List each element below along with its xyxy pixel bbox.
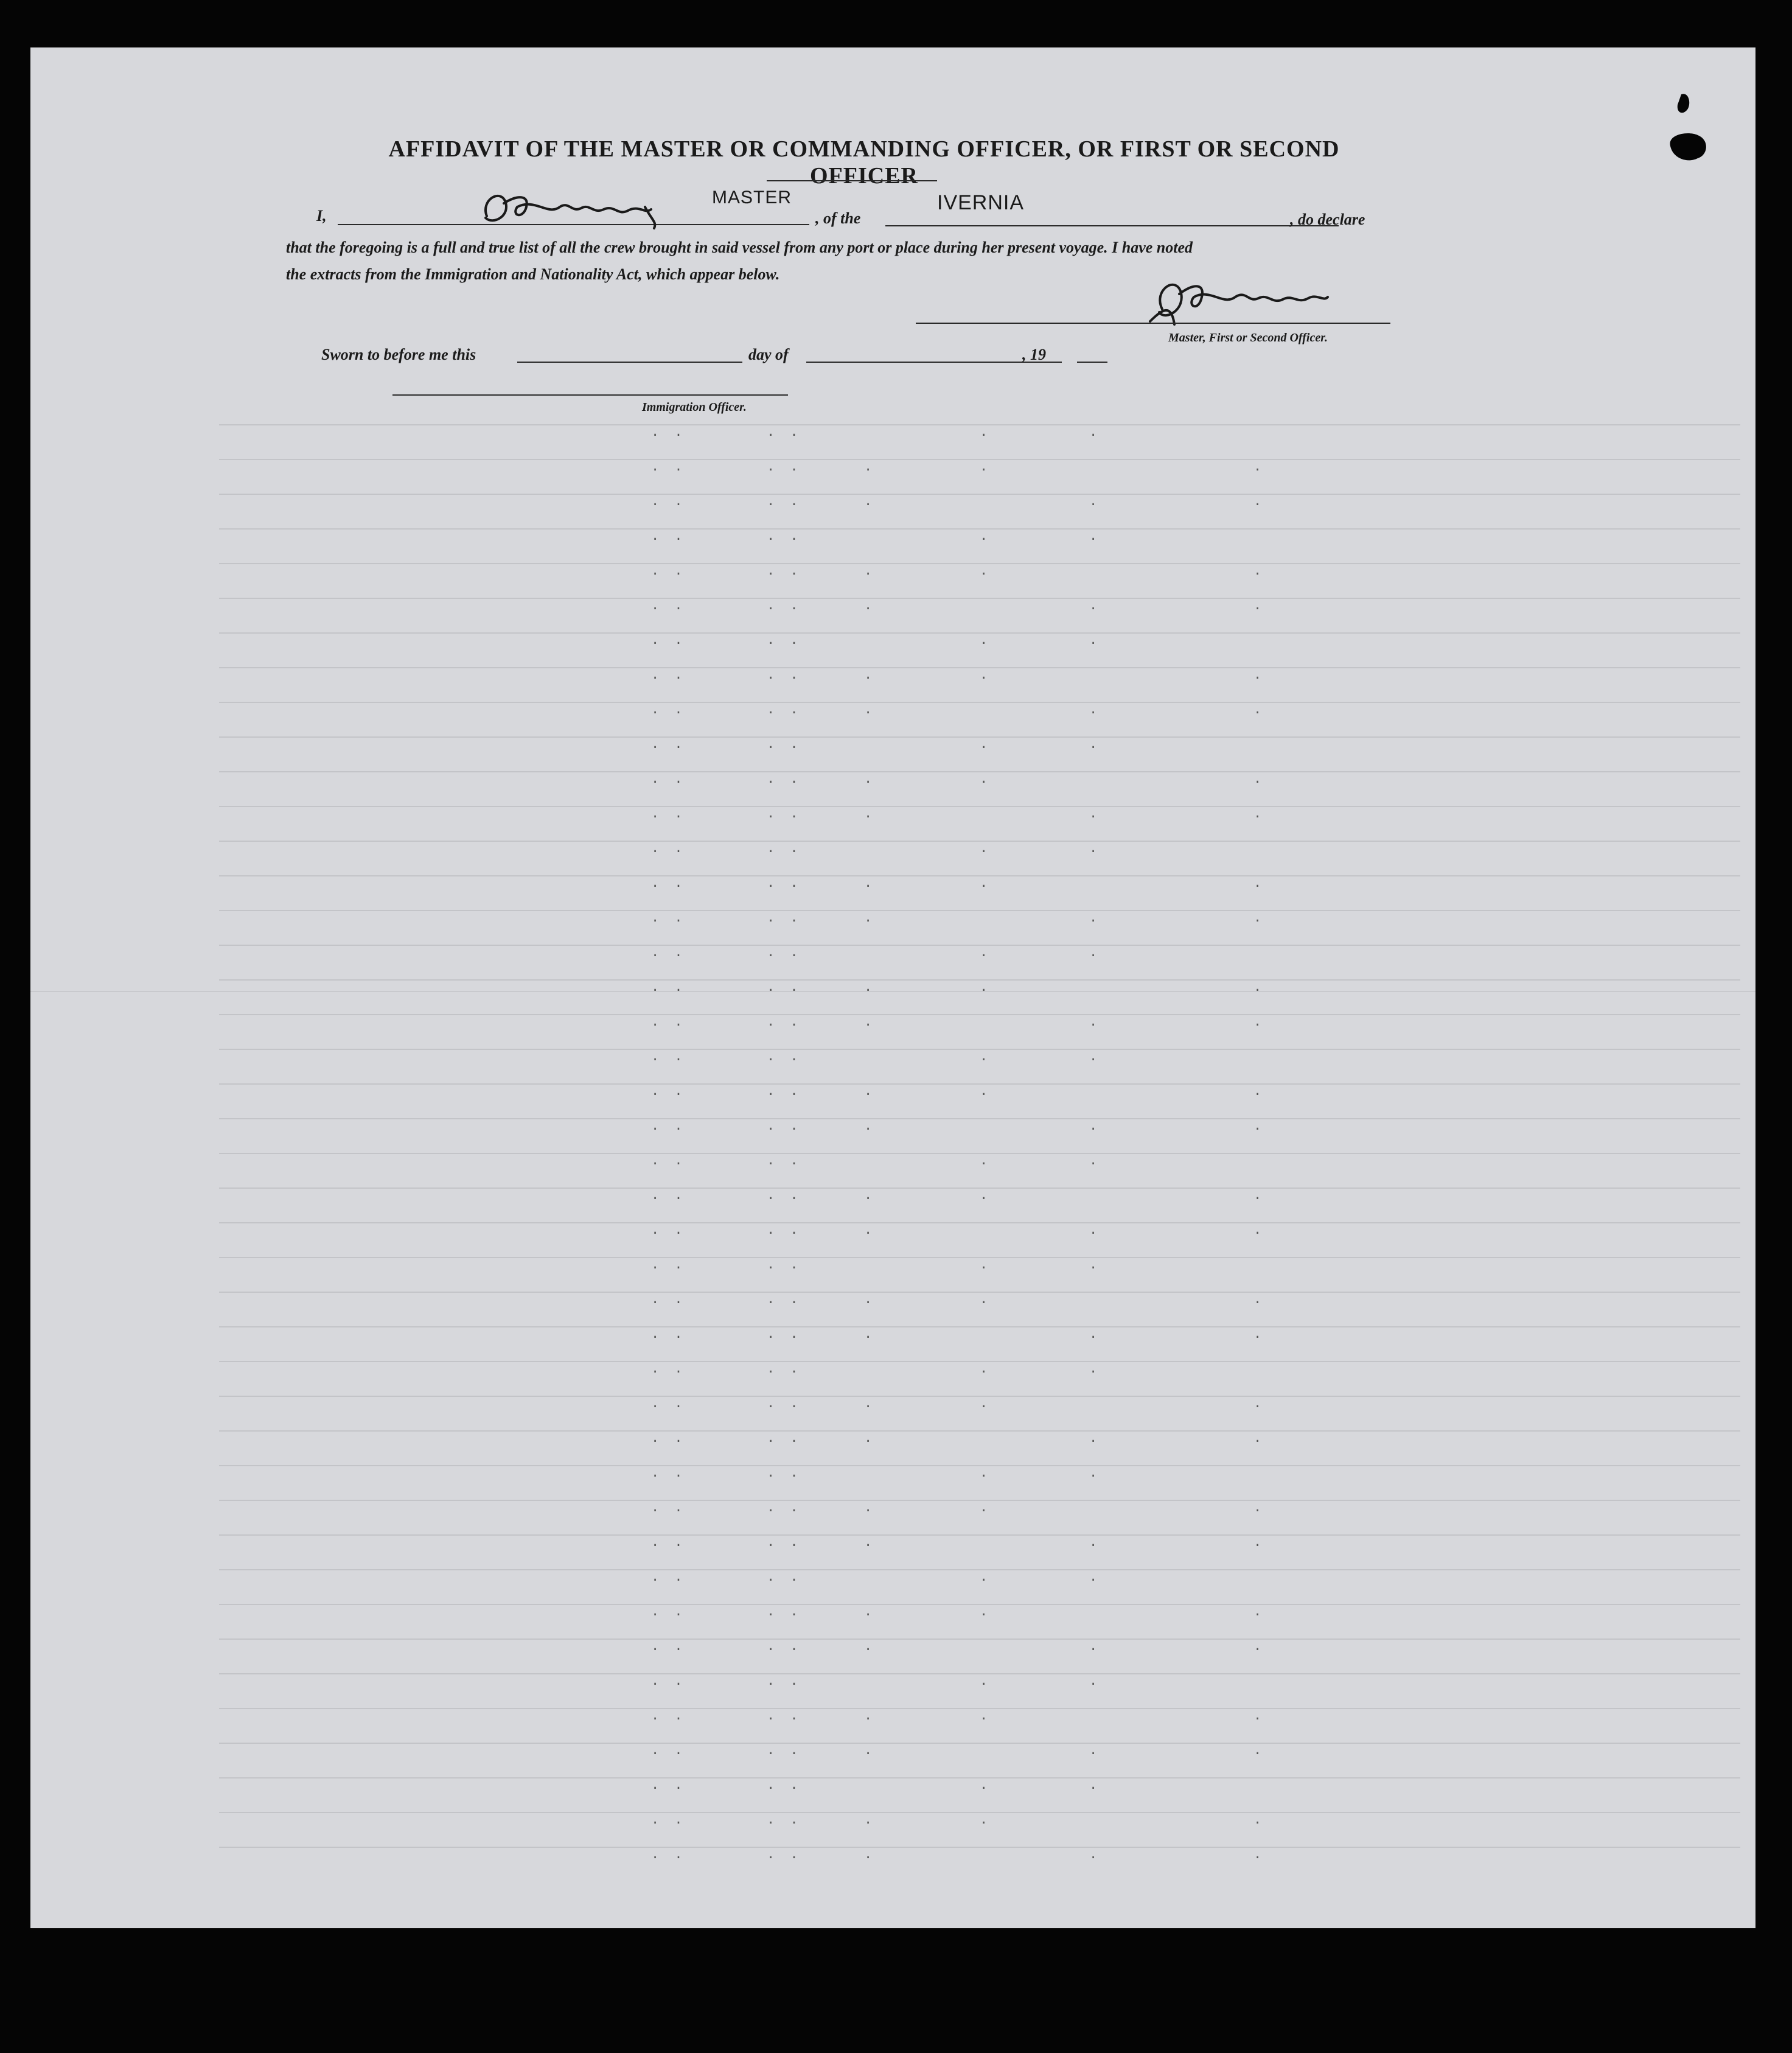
ledger-dot: . . — [651, 1778, 686, 1793]
ledger-dot: . . — [767, 1396, 802, 1411]
ledger-dot: . . — [651, 1188, 686, 1203]
declarant-prefix: I, — [316, 207, 327, 225]
vessel-name: IVERNIA — [937, 191, 1025, 214]
ledger-dot: . — [864, 702, 876, 718]
ledger-dot: . . — [767, 1049, 802, 1065]
ledger-dot: . — [980, 737, 992, 752]
ledger-dot: . — [1253, 1084, 1266, 1099]
ledger-dot: . — [1253, 1188, 1266, 1203]
ledger-dot: . — [864, 1119, 876, 1134]
ledger-dot: . . — [651, 1709, 686, 1724]
ledger-dot: . . — [767, 1466, 802, 1481]
ledger-dot: . — [1253, 911, 1266, 926]
ledger-dot: . . — [651, 668, 686, 683]
ledger-dot: . — [1253, 1535, 1266, 1550]
ledger-dot: . — [980, 980, 992, 995]
sworn-year-line — [1077, 362, 1107, 363]
ledger-dot: . — [1089, 911, 1101, 926]
ledger-dot: . . — [651, 1674, 686, 1689]
ledger-dot: . . — [651, 980, 686, 995]
rank-overline — [767, 180, 937, 181]
ledger-dot: . . — [651, 1813, 686, 1828]
ledger-dot: . — [864, 1813, 876, 1828]
ledger-dot: . . — [767, 1153, 802, 1169]
ledger-dot: . — [864, 1292, 876, 1307]
ledger-dot: . . — [767, 876, 802, 891]
ledger-dot: . . — [767, 1709, 802, 1724]
paper-fold-line — [30, 991, 1755, 992]
affidavit-body-line-2: that the foregoing is a full and true list of all the crew brought in said vessel from any port or place during her present voyage. I have noted — [286, 239, 1193, 256]
ledger-dot: . — [980, 1709, 992, 1724]
ledger-dot: . . — [767, 1015, 802, 1030]
ledger-dot: . . — [767, 1639, 802, 1654]
ledger-dot: . — [980, 1570, 992, 1585]
ledger-dot: . — [1089, 425, 1101, 440]
ledger-dot: . . — [767, 1743, 802, 1758]
ledger-dot: . — [1089, 1778, 1101, 1793]
ledger-dot: . . — [767, 1570, 802, 1585]
ledger-dot: . . — [767, 460, 802, 475]
ledger-dot: . — [1089, 1257, 1101, 1273]
ledger-dot: . — [1253, 1292, 1266, 1307]
ledger-dot: . . — [651, 1639, 686, 1654]
ledger-dot: . — [980, 529, 992, 544]
ledger-dot: . — [1089, 598, 1101, 614]
ledger-dot: . — [1089, 1223, 1101, 1238]
ledger-dot: . . — [651, 564, 686, 579]
ledger-dot: . — [1089, 1049, 1101, 1065]
ledger-dot: . . — [767, 1847, 802, 1862]
ledger-dot: . — [1253, 1813, 1266, 1828]
ledger-dot: . . — [767, 494, 802, 509]
ledger-dot: . . — [767, 841, 802, 856]
ledger-dot: . . — [651, 1604, 686, 1620]
ledger-dot: . — [1253, 1743, 1266, 1758]
ledger-dot: . — [1253, 1396, 1266, 1411]
ledger-dot: . . — [651, 1292, 686, 1307]
of-the-label: , of the — [815, 209, 861, 227]
ledger-dot: . — [1089, 1674, 1101, 1689]
ledger-dot: . . — [651, 1396, 686, 1411]
signature-caption: Master, First or Second Officer. — [1168, 331, 1328, 344]
ledger-dot: . — [1089, 1015, 1101, 1030]
ledger-dot: . . — [767, 911, 802, 926]
ledger-dot: . — [1089, 737, 1101, 752]
ledger-dot: . — [1253, 1119, 1266, 1134]
ledger-dot: . — [1089, 1119, 1101, 1134]
ledger-dot: . — [1253, 1709, 1266, 1724]
ledger-dot: . — [864, 806, 876, 822]
ledger-dot: . — [864, 1431, 876, 1446]
ledger-dot: . — [980, 1813, 992, 1828]
ledger-dot: . . — [767, 1292, 802, 1307]
ledger-dot: . . — [651, 772, 686, 787]
ledger-dot: . — [1089, 841, 1101, 856]
ledger-dot: . — [864, 1709, 876, 1724]
ledger-dot: . — [1089, 633, 1101, 648]
sworn-day-line — [517, 362, 742, 363]
ledger-dot: . . — [767, 1431, 802, 1446]
ledger-dot: . . — [651, 1500, 686, 1516]
ledger-dot: . . — [651, 1362, 686, 1377]
ledger-dot: . — [1089, 1153, 1101, 1169]
ledger-dot: . . — [767, 772, 802, 787]
ledger-dot: . — [1089, 945, 1101, 960]
ledger-dot: . . — [651, 1847, 686, 1862]
ledger-dot: . . — [651, 1153, 686, 1169]
ledger-dot: . . — [651, 529, 686, 544]
ledger-dot: . — [864, 494, 876, 509]
ledger-dot: . — [980, 1049, 992, 1065]
ledger-dot: . — [980, 1362, 992, 1377]
ledger-dot: . — [980, 1604, 992, 1620]
ledger-dot: . . — [767, 1327, 802, 1342]
ledger-dot: . — [1253, 806, 1266, 822]
ledger-dot: . . — [651, 1015, 686, 1030]
ledger-dot: . — [864, 1500, 876, 1516]
ledger-dot: . . — [767, 1257, 802, 1273]
ledger-dot: . — [1089, 1535, 1101, 1550]
affidavit-title: AFFIDAVIT OF THE MASTER OR COMMANDING OFFICER, OR FIRST OR SECOND OFFICER — [388, 136, 1340, 189]
ledger-dot: . . — [767, 945, 802, 960]
ledger-dot: . — [980, 1257, 992, 1273]
ledger-dot: . — [864, 598, 876, 614]
ledger-dot: . — [1089, 529, 1101, 544]
ledger-dot: . — [864, 1223, 876, 1238]
ledger-dot: . — [1253, 1604, 1266, 1620]
ledger-dot: . — [1253, 876, 1266, 891]
ledger-dot: . — [864, 1396, 876, 1411]
ledger-dot: . . — [767, 702, 802, 718]
ledger-dot: . . — [767, 633, 802, 648]
ledger-dot: . — [864, 1847, 876, 1862]
ledger-dot: . . — [767, 1813, 802, 1828]
ledger-dot: . . — [651, 1119, 686, 1134]
ledger-dot: . . — [767, 425, 802, 440]
ledger-dot: . — [1089, 702, 1101, 718]
ledger-dot: . . — [651, 1431, 686, 1446]
ledger-dot: . . — [767, 1604, 802, 1620]
ledger-dot: . — [864, 1639, 876, 1654]
ledger-dot: . — [980, 425, 992, 440]
ledger-dot: . — [864, 911, 876, 926]
ledger-dot: . — [980, 564, 992, 579]
ledger-dot: . — [1253, 460, 1266, 475]
ledger-dot: . . — [651, 633, 686, 648]
ledger-dot: . — [1089, 806, 1101, 822]
ledger-dot: . . — [651, 460, 686, 475]
ledger-dot: . — [864, 1743, 876, 1758]
ledger-dot: . — [1089, 1570, 1101, 1585]
ledger-dot: . — [980, 876, 992, 891]
ledger-dot: . . — [651, 1257, 686, 1273]
ledger-dot: . . — [651, 1084, 686, 1099]
ledger-dot: . . — [651, 1327, 686, 1342]
officer-caption: Immigration Officer. — [642, 400, 747, 414]
ledger-dot: . — [980, 1674, 992, 1689]
ledger-dot: . — [864, 1188, 876, 1203]
ledger-dot: . . — [651, 1570, 686, 1585]
ledger-dot: . — [1089, 1639, 1101, 1654]
ledger-dot: . — [864, 772, 876, 787]
ledger-dot: . — [980, 1188, 992, 1203]
rank-value: MASTER — [712, 187, 792, 208]
immigration-officer-line — [392, 394, 788, 396]
ink-blot-icon — [1664, 91, 1713, 177]
ledger-dot: . — [1253, 1639, 1266, 1654]
ledger-dot: . — [980, 1084, 992, 1099]
affidavit-body-line-3: the extracts from the Immigration and Nationality Act, which appear below. — [286, 265, 780, 283]
ledger-dot: . — [980, 633, 992, 648]
ledger-dot: . — [1253, 1327, 1266, 1342]
ledger-dot: . . — [651, 737, 686, 752]
ledger-dot: . — [980, 1500, 992, 1516]
ledger-dot: . . — [767, 1084, 802, 1099]
ledger-dot: . — [980, 1466, 992, 1481]
ledger-dot: . — [1089, 1431, 1101, 1446]
ledger-dot: . — [980, 1396, 992, 1411]
ledger-dot: . — [1089, 1743, 1101, 1758]
ledger-dot: . . — [651, 702, 686, 718]
ledger-dot: . . — [767, 737, 802, 752]
sworn-prefix: Sworn to before me this — [321, 346, 476, 363]
ledger-dot: . — [864, 876, 876, 891]
ledger-dot: . — [980, 841, 992, 856]
ledger-dot: . — [1089, 494, 1101, 509]
ledger-dot: . . — [651, 1049, 686, 1065]
ledger-dot: . — [1253, 772, 1266, 787]
ledger-dot: . — [1253, 668, 1266, 683]
ledger-dot: . — [980, 1292, 992, 1307]
officer-signature-icon — [1138, 267, 1339, 327]
ledger-dot: . . — [651, 945, 686, 960]
ledger-dot: . — [980, 460, 992, 475]
master-signature-icon — [469, 183, 669, 231]
ledger-dot: . — [1253, 1223, 1266, 1238]
ledger-dot: . — [864, 668, 876, 683]
ledger-dot: . . — [651, 876, 686, 891]
ledger-dot: . — [864, 1327, 876, 1342]
document-page — [30, 47, 1755, 1928]
ledger-dot: . . — [767, 1500, 802, 1516]
ledger-dot: . — [1089, 1466, 1101, 1481]
ledger-dot: . — [864, 460, 876, 475]
ledger-dot: . . — [651, 1535, 686, 1550]
ledger-dot: . — [1253, 564, 1266, 579]
declare-suffix: , do declare — [1290, 211, 1365, 228]
ledger-dot: . — [1253, 1500, 1266, 1516]
ledger-dot: . — [1253, 702, 1266, 718]
ledger-dot: . — [864, 1535, 876, 1550]
day-of-label: day of — [748, 346, 789, 363]
ledger-dot: . . — [651, 425, 686, 440]
ledger-dot: . . — [767, 529, 802, 544]
ledger-dot: . — [864, 1015, 876, 1030]
ledger-dot: . — [864, 1084, 876, 1099]
ledger-dot: . — [864, 1604, 876, 1620]
ledger-dot: . . — [767, 806, 802, 822]
ledger-dot: . — [1089, 1327, 1101, 1342]
ledger-dot: . — [1253, 1847, 1266, 1862]
ledger-dot: . — [1253, 1431, 1266, 1446]
year-prefix: , 19 — [1022, 346, 1046, 363]
ledger-dot: . . — [651, 1743, 686, 1758]
ledger-dot: . — [980, 945, 992, 960]
ledger-dot: . . — [651, 841, 686, 856]
ledger-dot: . — [980, 772, 992, 787]
ledger-dot: . . — [767, 1362, 802, 1377]
ledger-dot: . — [980, 1153, 992, 1169]
ledger-dot: . . — [767, 668, 802, 683]
ledger-dot: . — [1253, 598, 1266, 614]
vessel-name-line — [885, 225, 1339, 226]
ledger-dot: . . — [767, 1119, 802, 1134]
ledger-dot: . — [864, 980, 876, 995]
ledger-dot: . — [980, 1778, 992, 1793]
ledger-dot: . . — [767, 980, 802, 995]
ledger-dot: . . — [651, 1223, 686, 1238]
ledger-dot: . — [1253, 494, 1266, 509]
ledger-dot: . . — [651, 598, 686, 614]
ledger-dot: . . — [767, 1223, 802, 1238]
ledger-dot: . — [1253, 980, 1266, 995]
officer-signature-line — [916, 323, 1390, 324]
ledger-dot: . . — [767, 564, 802, 579]
ledger-dot: . . — [767, 598, 802, 614]
ledger-dot: . — [1089, 1847, 1101, 1862]
ledger-dot: . — [1253, 1015, 1266, 1030]
ledger-dot: . — [864, 564, 876, 579]
ledger-dot: . . — [651, 1466, 686, 1481]
ledger-dot: . — [1089, 1362, 1101, 1377]
ledger-dot: . . — [651, 806, 686, 822]
ledger-dot: . . — [767, 1674, 802, 1689]
ledger-dot: . . — [767, 1778, 802, 1793]
ledger-dot: . . — [651, 911, 686, 926]
ledger-dot: . . — [767, 1535, 802, 1550]
ledger-dot: . . — [651, 494, 686, 509]
ledger-dot: . — [980, 668, 992, 683]
ledger-dot: . . — [767, 1188, 802, 1203]
